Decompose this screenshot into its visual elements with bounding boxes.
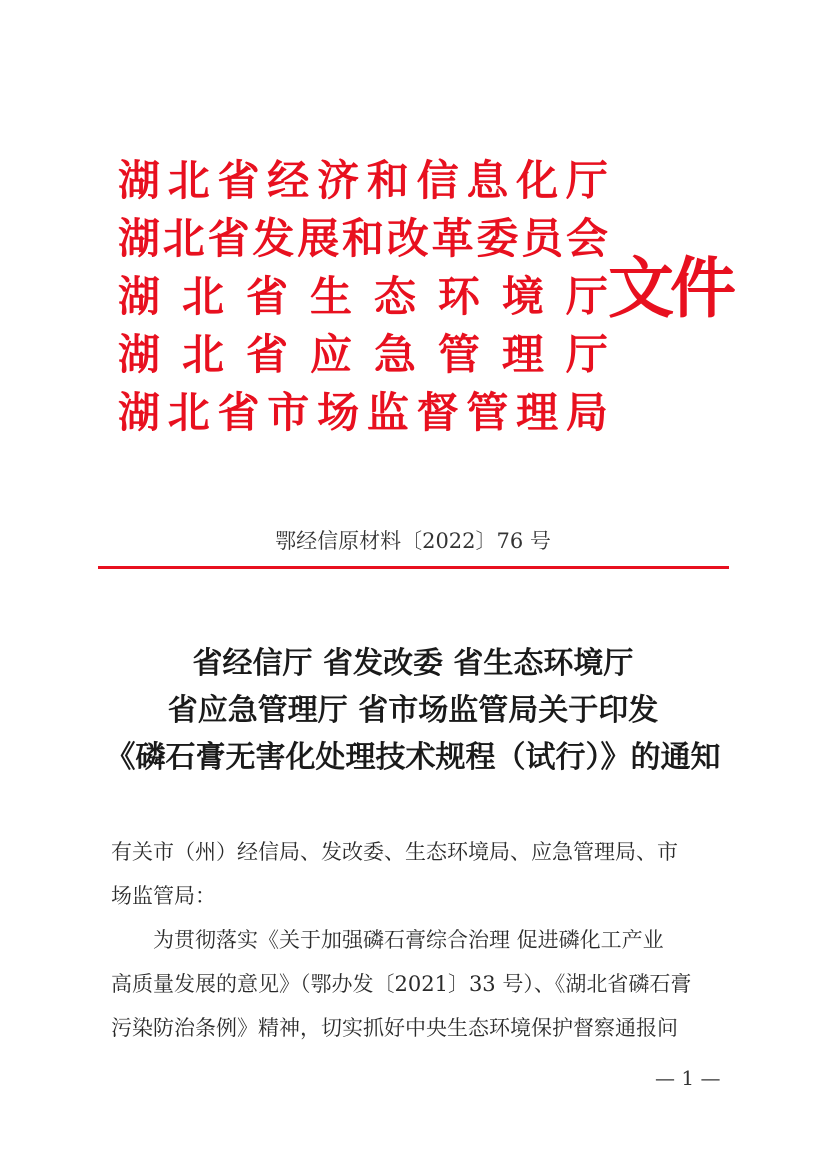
- issuer-char: 经: [267, 156, 310, 205]
- issuer-char: 厅: [565, 272, 608, 321]
- body-line-1: 有关市（州）经信局、发改委、生态环境局、应急管理局、市: [111, 840, 678, 864]
- issuer-char: 局: [565, 388, 608, 437]
- issuer-char: 湖: [118, 156, 161, 205]
- issuer-char: 革: [431, 214, 474, 263]
- issuer-char: 态: [373, 272, 416, 321]
- issuer-char: 环: [437, 272, 480, 321]
- issuer-char: 北: [181, 330, 224, 379]
- issuer-char: 应: [309, 330, 352, 379]
- issuer-char: 场: [317, 388, 360, 437]
- document-number: 鄂经信原材料〔2022〕76 号: [275, 529, 551, 553]
- issuer-char: 委: [476, 214, 519, 263]
- issuer-char: 湖: [118, 214, 161, 263]
- issuer-char: 北: [167, 156, 210, 205]
- issuer-char: 省: [207, 214, 250, 263]
- document-body: [111, 830, 717, 1050]
- issuer-char: 北: [181, 272, 224, 321]
- issuer-char: 和: [341, 214, 384, 263]
- issuer-char: 展: [297, 214, 340, 263]
- title-line-2: 省应急管理厅 省市场监管局关于印发: [167, 693, 659, 728]
- issuer-char: 厅: [565, 330, 608, 379]
- issuer-char: 省: [245, 272, 288, 321]
- issuer-char: 化: [516, 156, 559, 205]
- file-mark: 文件: [608, 249, 732, 327]
- issuing-authorities: [118, 152, 608, 442]
- red-divider-line: [98, 566, 729, 569]
- issuer-char: 信: [416, 156, 459, 205]
- title-line-1: 省经信厅 省发改委 省生态环境厅: [192, 646, 634, 681]
- body-line-2: 场监管局：: [111, 884, 216, 908]
- issuer-char: 省: [217, 388, 260, 437]
- issuer-1: [118, 152, 608, 210]
- document-title: [60, 640, 766, 781]
- issuer-char: 监: [366, 388, 409, 437]
- issuer-char: 督: [416, 388, 459, 437]
- issuer-char: 管: [437, 330, 480, 379]
- issuer-char: 省: [245, 330, 288, 379]
- issuer-char: 理: [501, 330, 544, 379]
- issuer-char: 市: [267, 388, 310, 437]
- body-line-3: 为贯彻落实《关于加强磷石膏综合治理 促进磷化工产业: [153, 928, 664, 952]
- issuer-char: 生: [309, 272, 352, 321]
- issuer-char: 省: [217, 156, 260, 205]
- issuer-char: 湖: [118, 272, 161, 321]
- title-line-3: 《磷石膏无害化处理技术规程（试行）》的通知: [105, 740, 721, 775]
- issuer-4: [118, 326, 608, 384]
- issuer-char: 员: [521, 214, 564, 263]
- issuer-char: 改: [386, 214, 429, 263]
- body-line-4: 高质量发展的意见》（鄂办发〔2021〕33 号）、《湖北省磷石膏: [111, 972, 692, 996]
- issuer-char: 发: [252, 214, 295, 263]
- issuer-char: 息: [466, 156, 509, 205]
- issuer-char: 管: [466, 388, 509, 437]
- issuer-char: 厅: [565, 156, 608, 205]
- page-number: — 1 —: [655, 1066, 721, 1090]
- issuer-char: 和: [366, 156, 409, 205]
- issuer-2: [118, 210, 608, 268]
- issuer-char: 理: [516, 388, 559, 437]
- issuer-char: 境: [501, 272, 544, 321]
- issuer-char: 北: [167, 388, 210, 437]
- issuer-char: 湖: [118, 388, 161, 437]
- issuer-char: 湖: [118, 330, 161, 379]
- issuer-char: 急: [373, 330, 416, 379]
- issuer-char: 北: [162, 214, 205, 263]
- issuer-3: [118, 268, 608, 326]
- issuer-char: 济: [317, 156, 360, 205]
- issuer-5: [118, 384, 608, 442]
- issuer-char: 会: [565, 214, 608, 263]
- body-line-5: 污染防治条例》精神，切实抓好中央生态环境保护督察通报问: [111, 1016, 678, 1040]
